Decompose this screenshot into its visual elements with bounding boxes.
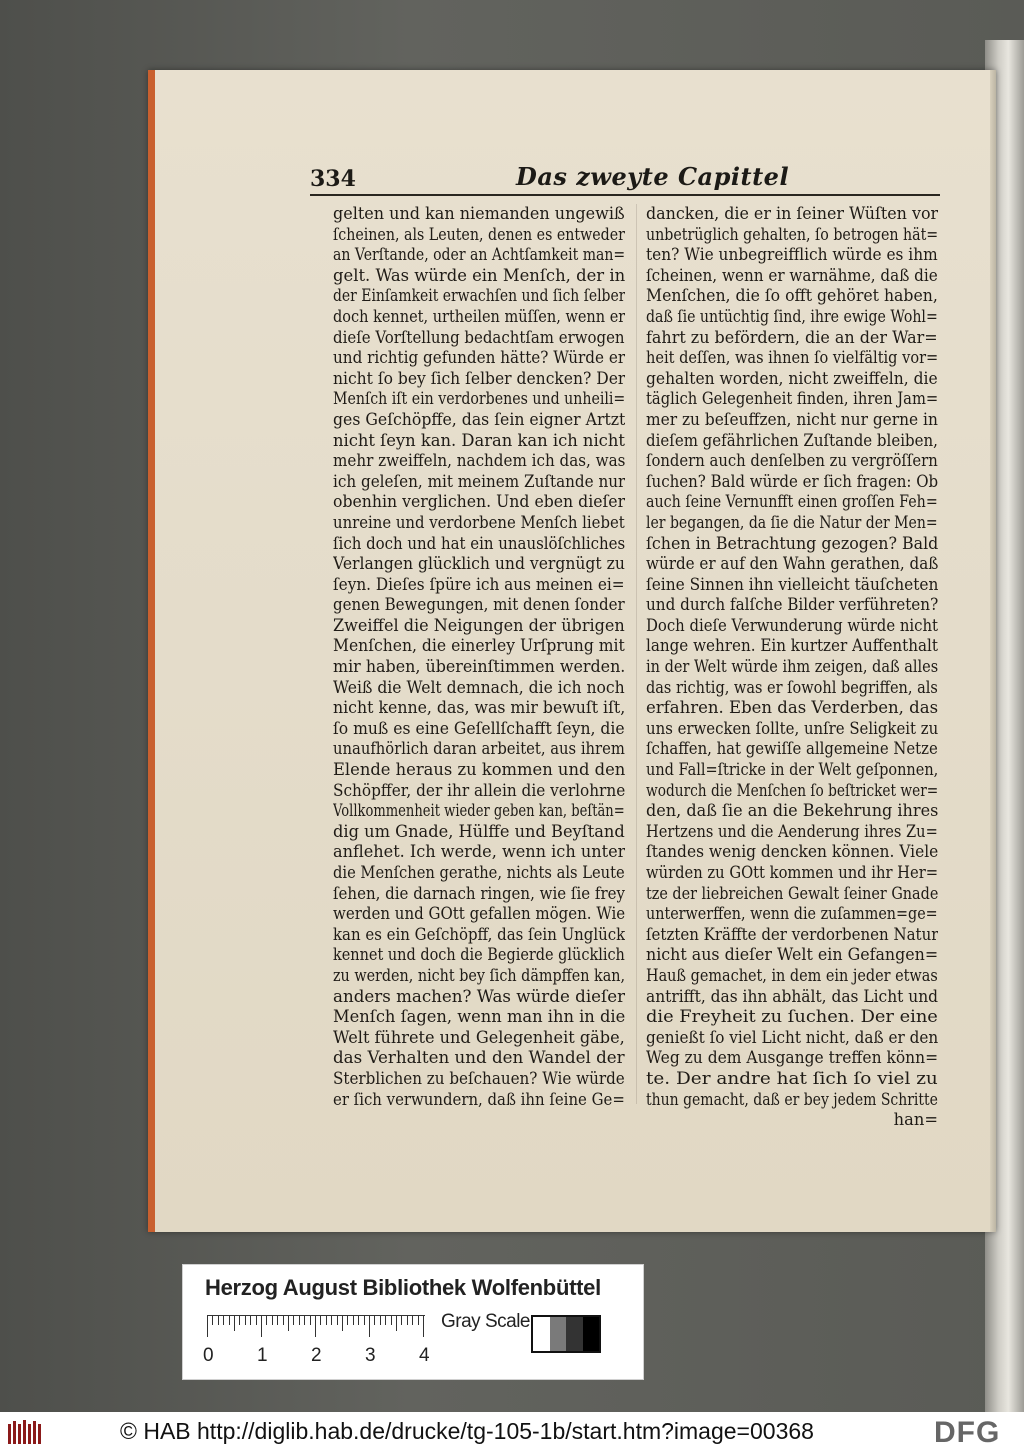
text-line: erfahren. Eben das Verderben, das [646,698,938,718]
text-line: ſetzten Kräffte der verdorbenen Natur [646,924,938,944]
text-line: mehr zweiffeln, nachdem ich das, was [333,451,625,471]
gray-swatch-cell [550,1317,567,1351]
text-line: ſehen, die darnach ringen, wie ſie frey [333,883,625,903]
ruler-tick [315,1315,316,1337]
text-line: Welt führete und Gelegenheit gäbe, [333,1027,625,1047]
text-line: ten? Wie unbegreifflich würde es ihm [646,245,938,265]
text-line: kan es ein Geſchöpff, das ſein Unglück [333,924,625,944]
hab-logo-icon [6,1418,46,1448]
page-edge-color [148,70,155,1232]
text-line: ſchaffen, hat gewiſſe allgemeine Netze [646,739,938,759]
ruler-number: 4 [419,1345,430,1366]
column-gutter [636,204,637,1104]
ruler-tick [364,1315,365,1325]
page-right-edge [990,70,996,1232]
text-line: unbetrüglich gehalten, ſo betrogen hät= [646,224,938,244]
text-line: der Einſamkeit erwachſen und ſich ſelber [333,286,625,306]
text-line: anflehet. Ich werde, wenn ich unter [333,842,625,862]
text-line: mer zu beſeuffzen, nicht nur gerne in [646,409,938,429]
text-line: Zweiffel die Neigungen der übrigen [333,615,625,635]
text-line: täglich Gelegenheit finden, ihren Jam= [646,389,938,409]
text-line: Sterblichen zu beſchauen? Wie würde [333,1068,625,1088]
ruler-tick [250,1315,251,1325]
text-line: han= [893,1110,938,1130]
text-line: ich geleſen, mit meinem Zuſtande nur [333,471,625,491]
ruler-tick [401,1315,402,1325]
ruler-tick [385,1315,386,1325]
ruler-tick [212,1315,213,1325]
text-line: ler begangen, da ſie die Natur der Men= [646,512,938,532]
page-number: 334 [310,166,356,192]
text-line: Weg zu dem Ausgange treffen könn= [646,1048,938,1068]
ruler-tick [261,1315,262,1337]
text-line: anders machen? Was würde dieſer [333,986,625,1006]
ruler-number: 2 [311,1345,322,1366]
text-line: ſchen in Betrachtung gezogen? Bald [646,533,938,553]
ruler-tick [266,1315,267,1325]
text-line: tze der liebreichen Gewalt ſeiner Gnade [646,883,938,903]
text-line: das Verhalten und den Wandel der [333,1048,625,1068]
text-line: zu werden, nicht bey ſich dämpffen kan, [333,965,625,985]
text-line: wodurch die Menſchen ſo beſtricket wer= [646,780,938,800]
text-line: daß ſie untüchtig ſind, ihre ewige Wohl= [646,306,938,326]
text-line: Schöpffer, der ihr allein die verlohrne [333,780,625,800]
ruler-tick [223,1315,224,1325]
gray-scale-swatch [531,1315,601,1353]
ruler-tick [418,1315,419,1325]
library-label-card [182,1264,644,1380]
institution-name: Herzog August Bibliothek Wolfenbüttel [205,1275,601,1300]
ruler-tick [391,1315,392,1325]
text-line: ſo muß es eine Geſellſchafft ſeyn, die [333,718,625,738]
text-line: nicht ſeyn kan. Daran kan ich nicht [333,430,625,450]
text-line: kennet und doch die Begierde glücklich [333,945,625,965]
text-line: Menſchen, die ſo offt gehöret haben, [646,286,938,306]
text-line: mir haben, übereinſtimmen werden. [333,657,625,677]
text-line: an Verſtande, oder an Achtſamkeit man= [333,245,625,265]
text-line: Weiß die Welt demnach, die ich noch [333,677,625,697]
ruler-tick [380,1315,381,1325]
text-line: unaufhörlich daran arbeitet, aus ihrem [333,739,625,759]
ruler-tick [245,1315,246,1325]
running-title: Das zweyte Capittel [516,162,790,191]
ruler-tick [234,1315,235,1331]
ruler-tick [293,1315,294,1325]
text-line: dig um Gnade, Hülffe und Beyſtand [333,821,625,841]
ruler-tick [369,1315,370,1337]
text-line: ſuchen? Bald würde er ſich fragen: Ob [646,471,938,491]
text-line: genen Bewegungen, mit denen ſonder [333,595,625,615]
text-line: ſtandes wenig dencken können. Viele [646,842,938,862]
text-line: würde er auf den Wahn gerathen, daß [646,554,938,574]
ruler-tick [304,1315,305,1325]
ruler-tick [331,1315,332,1325]
text-line: ſich doch und hat ein unauslöſchliches [333,533,625,553]
text-line: thun gemacht, daß er bey jedem Schritte [646,1089,938,1109]
ruler-tick [353,1315,354,1325]
page-header [310,162,940,194]
text-line: Hauß gemachet, in dem ein jeder etwas [646,965,938,985]
ruler-number: 3 [365,1345,376,1366]
text-line: Vollkommenheit wieder geben kan, beſtän= [333,801,625,821]
ruler-tick [337,1315,338,1325]
text-line: nicht aus dieſer Welt ein Gefangen= [646,945,938,965]
text-line: ſeyn. Dieſes ſpüre ich aus meinen ei= [333,574,625,594]
text-line: er ſich verwundern, daß ihn ſeine Ge= [333,1089,625,1109]
ruler-tick [423,1315,424,1337]
header-rule [310,194,940,196]
text-line: antrifft, das ihn abhält, das Licht und [646,986,938,1006]
ruler-tick [207,1315,208,1337]
text-line: nicht ſo bey ſich ſelber dencken? Der [333,368,625,388]
ruler-tick [358,1315,359,1325]
text-line: lange wehren. Ein kurtzer Auffenthalt [646,636,938,656]
text-line: heit deſſen, was ihnen ſo vielfältig vor= [646,348,938,368]
text-line: ſcheinen, wenn er warnähme, daß die [646,265,938,285]
ruler-tick [229,1315,230,1325]
text-line: uns erwecken ſollte, unſre Seligkeit zu [646,718,938,738]
text-line: Verlangen glücklich und vergnügt zu [333,554,625,574]
text-line: ges Geſchöpffe, das ſein eigner Artzt [333,409,625,429]
text-line: den, daß ſie an die Bekehrung ihres [646,801,938,821]
text-line: ſcheinen, als Leuten, denen es entweder [333,224,625,244]
ruler-tick [396,1315,397,1331]
text-line: Menſchen, die einerley Urſprung mit [333,636,625,656]
ruler-tick [342,1315,343,1331]
text-line: dieſe Vorſtellung bedachtſam erwogen [333,327,625,347]
ruler-tick [299,1315,300,1325]
text-line: die Menſchen gerathe, nichts als Leute [333,863,625,882]
footer-copyright-url[interactable]: © HAB http://diglib.hab.de/drucke/tg-105-1b/start.htm?image=00368 [120,1418,814,1444]
text-line: und durch falſche Bilder verführeten? [646,595,938,615]
ruler-number: 0 [203,1345,214,1366]
ruler-tick [256,1315,257,1325]
text-line: dancken, die er in ſeiner Wüſten vor [646,204,938,223]
text-line: obenhin verglichen. Und eben dieſer [333,492,625,512]
gray-swatch-cell [533,1317,550,1351]
text-line: fahrt zu befördern, die an der War= [646,327,938,347]
text-line: Doch dieſe Verwunderung würde nicht [646,615,938,635]
ruler-tick [218,1315,219,1325]
text-line: Menſch ſagen, wenn man ihn in die [333,1007,625,1027]
text-line: und Fall=ſtricke in der Welt geſponnen, [646,760,938,780]
ruler-tick [288,1315,289,1331]
text-line: ſondern auch denſelben zu vergröſſern [646,451,938,471]
ruler-tick [239,1315,240,1325]
ruler-tick [272,1315,273,1325]
ruler-tick [407,1315,408,1325]
text-line: Menſch iſt ein verdorbenes und unheili= [333,389,625,409]
text-line: doch kennet, urtheilen müſſen, wenn er [333,306,625,326]
text-line: ſeine Sinnen ihn vielleicht täuſcheten [646,574,938,594]
ruler-tick [412,1315,413,1325]
text-column-right [646,204,938,1131]
ruler-tick [320,1315,321,1325]
ruler-tick [310,1315,311,1325]
text-line: auch ſeine Vernunfft einen groſſen Feh= [646,492,938,512]
text-line: gelten und kan niemanden ungewiß [333,204,625,223]
text-line: gehalten worden, nicht zweiffeln, die [646,368,938,388]
gray-swatch-cell [566,1317,583,1351]
gray-scale-label: Gray Scale [441,1311,530,1332]
text-line: die Freyheit zu ſuchen. Der eine [646,1007,938,1027]
ruler-number: 1 [257,1345,268,1366]
ruler-tick [277,1315,278,1325]
ruler-tick [326,1315,327,1325]
ruler-labels [203,1345,433,1367]
text-line: genießt ſo viel Licht nicht, daß er den [646,1027,938,1047]
text-line: in der Welt würde ihm zeigen, daß alles [646,657,938,677]
text-line: unreine und verdorbene Menſch liebet [333,512,625,532]
text-line: das richtig, was er ſowohl begriffen, als [646,677,938,697]
text-line: werden und GOtt gefallen mögen. Wie [333,904,625,924]
text-line: Elende heraus zu kommen und den [333,760,625,780]
text-line: gelt. Was würde ein Menſch, der in [333,265,625,285]
text-line: und richtig gefunden hätte? Würde er [333,348,625,368]
text-line: nicht kenne, das, was mir bewuſt iſt, [333,698,625,718]
footer-bar [0,1412,1024,1454]
ruler-tick [374,1315,375,1325]
text-line: Hertzens und die Aenderung ihres Zu= [646,821,938,841]
dfg-logo: DFG [934,1416,1001,1449]
text-column-left [333,204,625,1110]
text-line: unterwerffen, wenn die zuſammen=ge= [646,904,938,924]
text-line: te. Der andre hat ſich ſo viel zu [646,1068,938,1088]
text-line: würden zu GOtt kommen und ihr Her= [646,863,938,882]
ruler-tick [347,1315,348,1325]
measurement-ruler [207,1315,425,1337]
ruler-tick [283,1315,284,1325]
text-line: dieſem gefährlichen Zuſtande bleiben, [646,430,938,450]
gray-swatch-cell [583,1317,600,1351]
